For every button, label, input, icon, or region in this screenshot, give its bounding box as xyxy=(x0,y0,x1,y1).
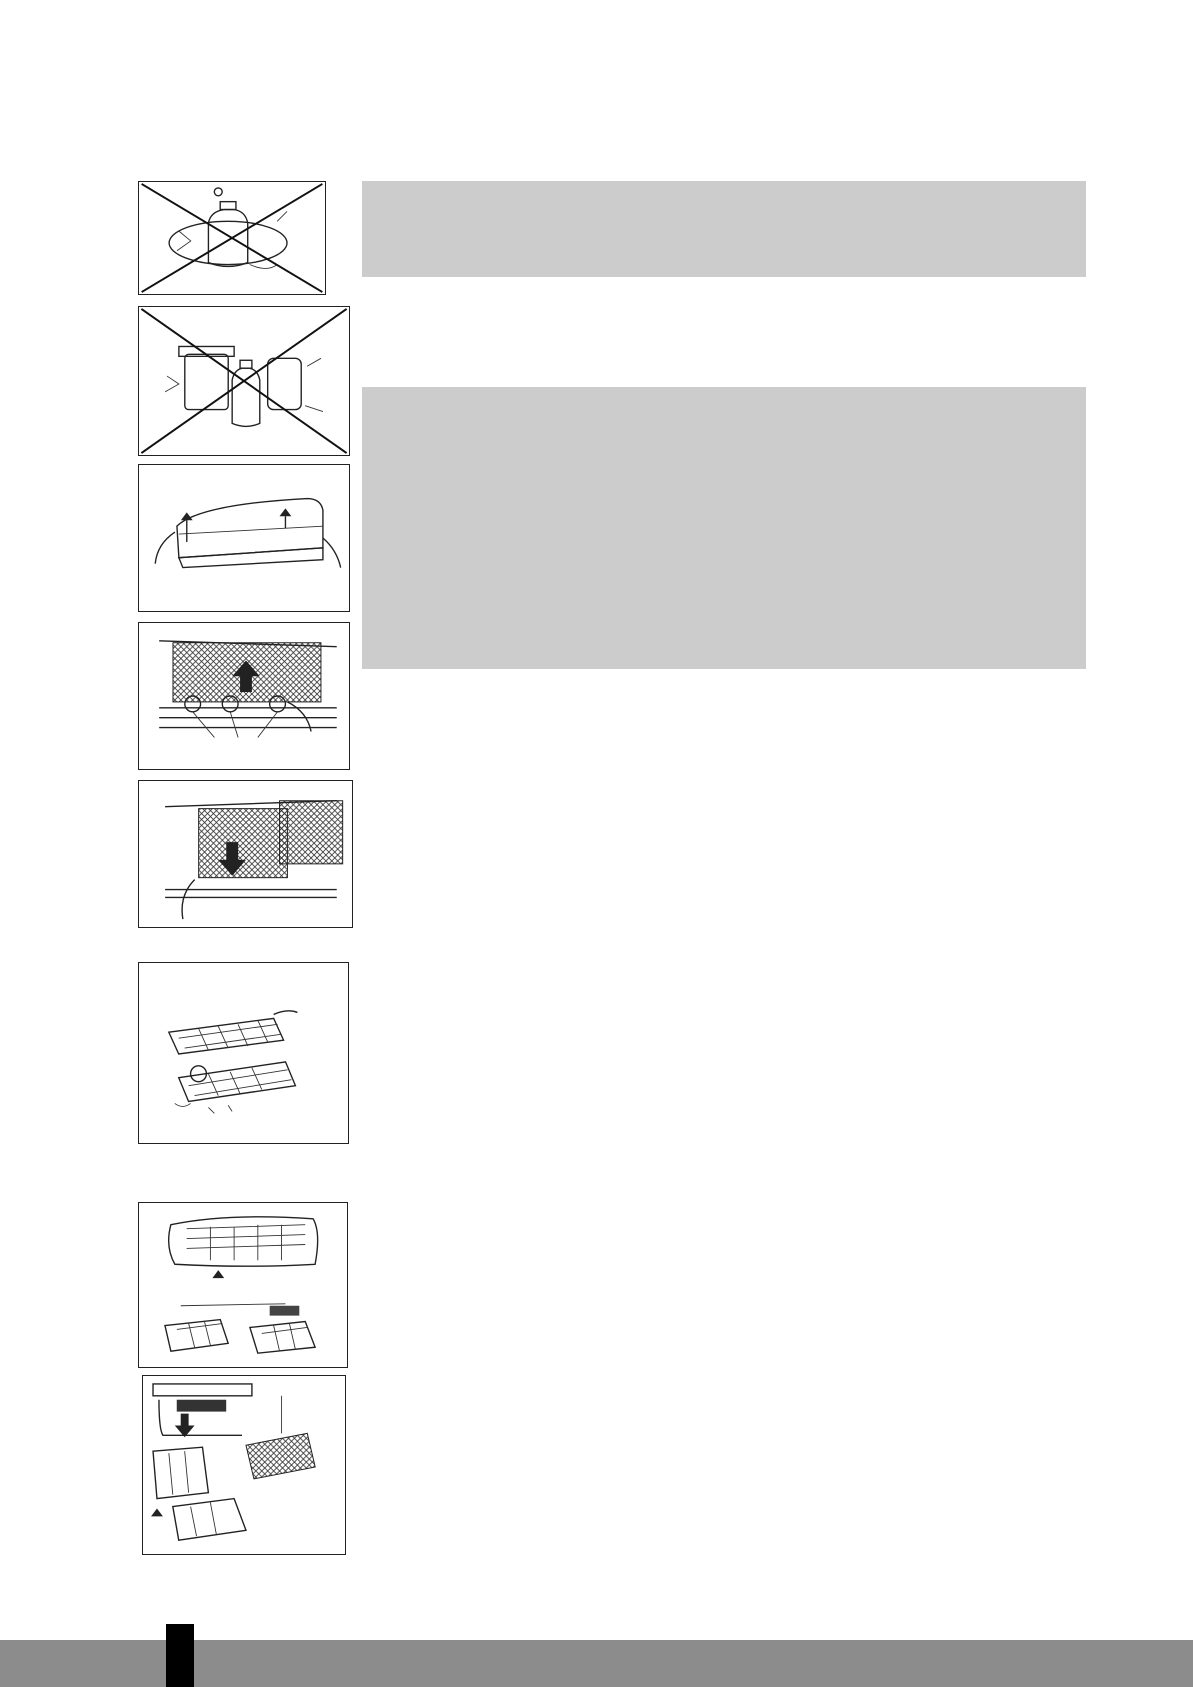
prohibited-spray-icon xyxy=(139,182,325,294)
pull-filter-down-figure xyxy=(138,780,353,928)
maintenance-box xyxy=(362,387,1086,669)
remove-filter-up-figure xyxy=(138,622,350,770)
mesh-filter-replace-icon xyxy=(143,1376,345,1554)
open-panel-icon xyxy=(139,465,349,611)
no-chemicals-figure xyxy=(138,306,350,456)
purifying-filter-install-icon xyxy=(139,1203,347,1367)
page-tab-marker xyxy=(166,1624,194,1687)
open-front-panel-figure xyxy=(138,464,350,612)
prohibited-chemicals-icon xyxy=(139,307,349,455)
filter-cleaning-icon xyxy=(139,963,348,1143)
clean-filter-figure xyxy=(138,962,349,1144)
no-spray-can-figure xyxy=(138,181,326,295)
warning-box-top xyxy=(362,181,1086,277)
replace-mesh-filter-figure xyxy=(142,1375,346,1555)
attach-purifying-filter-figure xyxy=(138,1202,348,1368)
filter-push-up-icon xyxy=(139,623,349,769)
filter-pull-down-icon xyxy=(139,781,352,927)
